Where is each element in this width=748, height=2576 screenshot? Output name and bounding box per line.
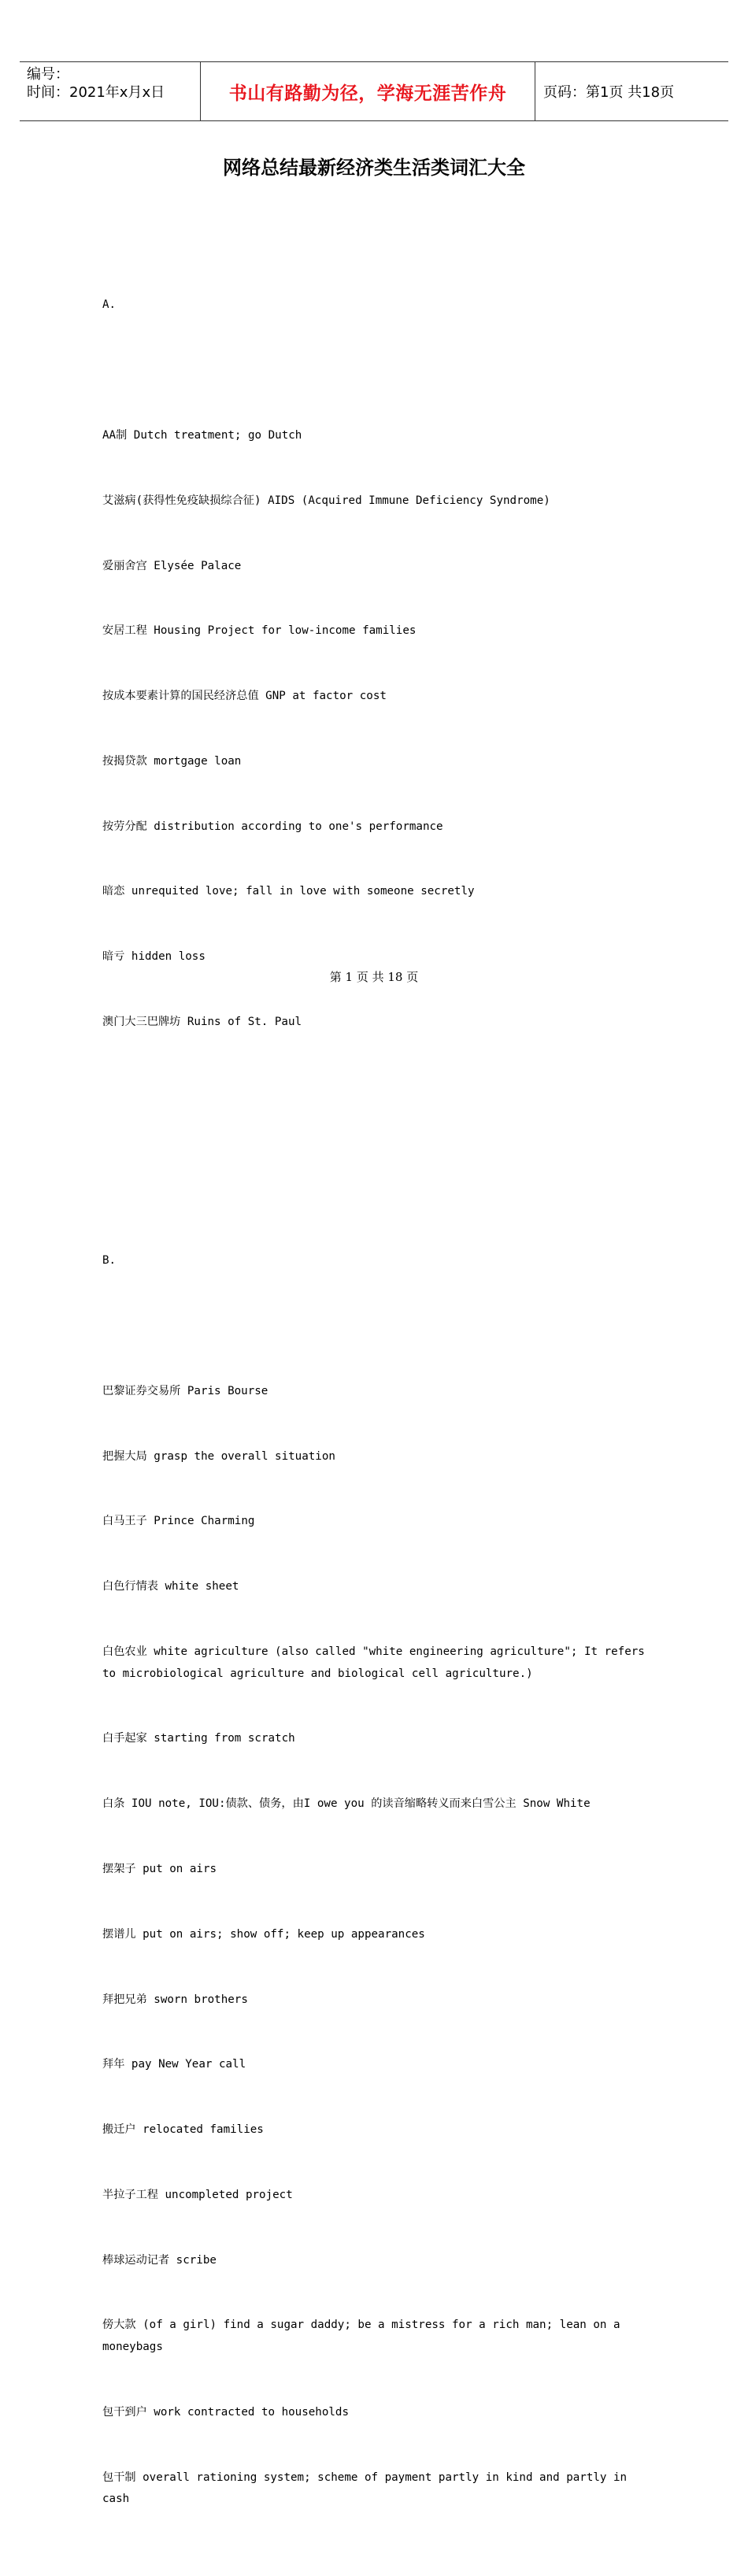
entry: 暗恋 unrequited love; fall in love with someone secretly xyxy=(102,885,475,898)
entry: 按劳分配 distribution according to one's performance xyxy=(102,820,443,833)
entry: AA制 Dutch treatment; go Dutch xyxy=(102,428,302,442)
entry: 爱丽舍宫 Elysée Palace xyxy=(102,559,242,572)
section-a xyxy=(102,251,654,1077)
entry: 白色农业 white agriculture (also called "white engineering agriculture"; It refers to microbiological agriculture and biological cell agriculture.) xyxy=(102,1645,652,1680)
entry: 暗亏 hidden loss xyxy=(102,950,206,964)
entry: 拜年 pay New Year call xyxy=(102,2058,246,2071)
document-body xyxy=(102,208,654,2576)
number-label: 编号： xyxy=(27,66,69,83)
section-letter: B. xyxy=(102,1254,117,1268)
entry: 白马王子 Prince Charming xyxy=(102,1515,255,1528)
entry: 搬迁户 relocated families xyxy=(102,2123,264,2137)
entry: 白色行情表 white sheet xyxy=(102,1580,239,1593)
blank-line xyxy=(102,360,654,382)
document-title: 网络总结最新经济类生活类词汇大全 xyxy=(223,156,525,179)
entry: 按成本要素计算的国民经济总值 GNP at factor cost xyxy=(102,690,387,703)
header-meta xyxy=(20,62,200,120)
section-b xyxy=(102,1207,654,2554)
entry: 巴黎证券交易所 Paris Bourse xyxy=(102,1384,268,1397)
blank-line xyxy=(102,1316,654,1338)
entry: 傍大款 (of a girl) find a sugar daddy; be a mistress for a rich man; lean on a moneybags xyxy=(102,2319,628,2353)
page-footer: 第 1 页 共 18 页 xyxy=(329,970,419,984)
entry: 摆谱儿 put on airs; show off; keep up appearances xyxy=(102,1927,425,1941)
entry: 按揭贷款 mortgage loan xyxy=(102,754,242,768)
header-motto: 书山有路勤为径，学海无涯苦作舟 xyxy=(200,62,535,120)
entry: 安居工程 Housing Project for low-income families xyxy=(102,624,417,638)
header-page-info: 页码：第1页 共18页 xyxy=(543,84,675,101)
entry: 白条 IOU note, IOU:债款、债务，由I owe you 的读音缩略转义而来白雪公主 Snow White xyxy=(102,1797,591,1811)
document-header xyxy=(20,61,728,121)
entry: 棒球运动记者 scribe xyxy=(102,2253,217,2267)
entry: 半拉子工程 uncompleted project xyxy=(102,2188,293,2201)
entry: 把握大局 grasp the overall situation xyxy=(102,1449,335,1463)
entry: 白手起家 starting from scratch xyxy=(102,1732,295,1745)
time-label: 时间：2021年x月x日 xyxy=(27,84,165,101)
entry: 澳门大三巴牌坊 Ruins of St. Paul xyxy=(102,1015,302,1028)
entry: 拜把兄弟 sworn brothers xyxy=(102,1993,248,2006)
entry: 摆架子 put on airs xyxy=(102,1862,217,1875)
entry: 包干制 overall rationing system; scheme of payment partly in kind and partly in cash xyxy=(102,2471,634,2506)
entry: 包干到户 work contracted to households xyxy=(102,2405,349,2419)
entry: 艾滋病(获得性免疫缺损综合征) AIDS (Acquired Immune Deficiency Syndrome) xyxy=(102,494,550,507)
section-letter: A. xyxy=(102,298,117,312)
section-gap xyxy=(102,1120,654,1164)
